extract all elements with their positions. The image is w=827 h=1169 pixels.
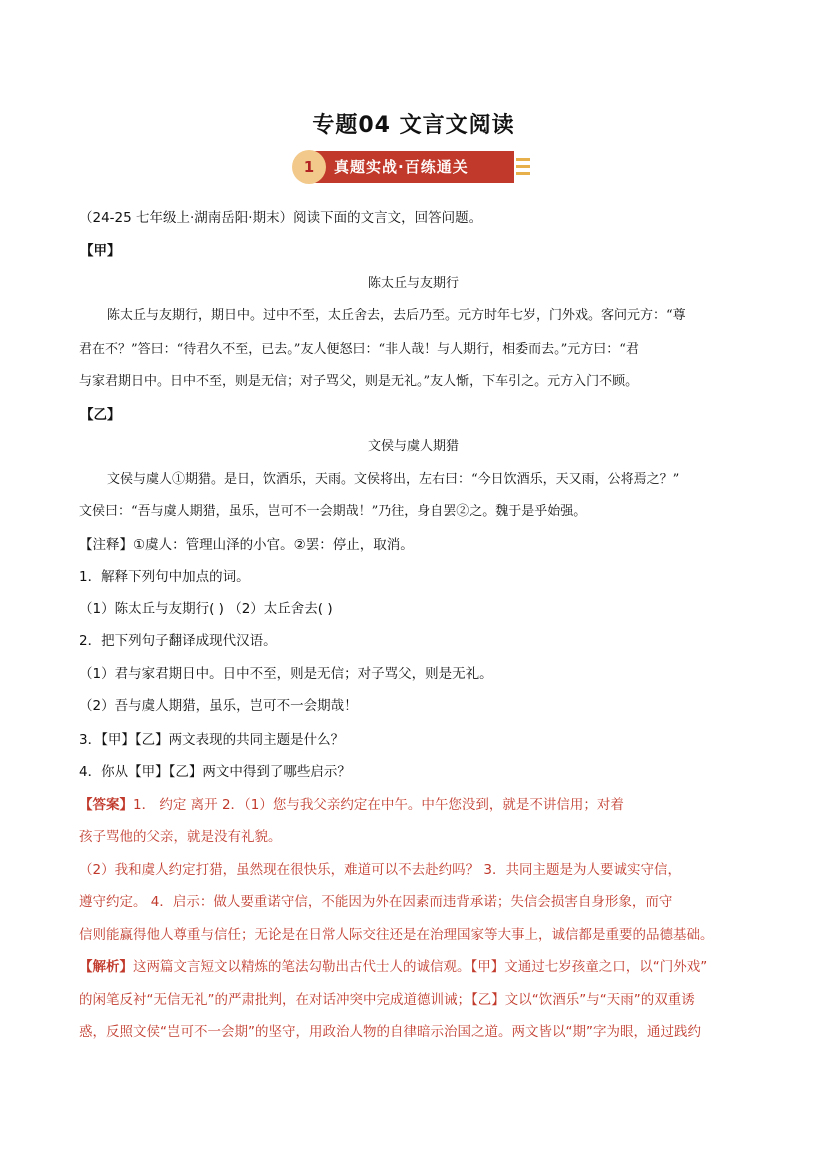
answer-line-first [79,795,624,815]
answer-line: 孩子骂他的父亲，就是没有礼貌。 [79,829,282,845]
ribbon-decoration-icon [516,158,530,179]
answer-line: 信则能赢得他人尊重与信任；无论是在日常人际交往还是在治理国家等大事上，诚信都是重要的品德基础。 [79,927,714,943]
analysis-line: 惑，反照文侯“岂可不一会期”的坚守，用政治人物的自律暗示治国之道。两文皆以“期”字为眼，通过践约 [79,1024,701,1040]
section-ribbon-label: 真题实战·百练通关 [314,151,514,183]
answer-line: 遵守约定。 4．启示：做人要重诺守信，不能因为外在因素而违背承诺；失信会损害自身形象，而守 [79,894,673,910]
analysis-line: 的闲笔反衬“无信无礼”的严肃批判，在对话冲突中完成道德训诫；【乙】文以“饮酒乐”与“天雨”的双重诱 [79,992,695,1008]
question-line: 2．把下列句子翻译成现代汉语。 [79,633,277,649]
question-line: （2）吾与虞人期猎，虽乐，岂可不一会期哉！ [79,698,358,714]
page-title: 专题04 文言文阅读 [312,113,515,138]
question-line: 1．解释下列句中加点的词。 [79,569,250,585]
answer-line: （2）我和虞人约定打猎，虽然现在很快乐，难道可以不去赴约吗？ 3．共同主题是为人要诚实守信， [79,862,681,878]
source-line: （24-25 七年级上·湖南岳阳·期末）阅读下面的文言文，回答问题。 [79,210,483,226]
section-banner [292,148,537,186]
answer-text: 1． 约定 离开 2．（1）您与我父亲约定在中午。中午您没到，就是不讲信用；对着 [133,797,624,813]
jia-text-line: 与家君期日中。日中不至，则是无信；对子骂父，则是无礼。”友人惭，下车引之。元方入门不顾。 [79,374,639,389]
section-number-badge: 1 [292,150,326,184]
jia-text-line: 君在不？”答曰：“待君久不至，已去。”友人便怒曰：“非人哉！与人期行，相委而去。”元方曰：“君 [79,342,639,357]
analysis-text: 这两篇文言短文以精炼的笔法勾勒出古代士人的诚信观。【甲】文通过七岁孩童之口，以“门外戏” [133,959,708,975]
jia-title: 陈太丘与友期行 [367,276,459,291]
jia-text-line: 陈太丘与友期行，期日中。过中不至，太丘舍去，去后乃至。元方时年七岁，门外戏。客问元方：“尊 [107,308,686,323]
analysis-line-first [79,957,707,977]
question-line: 4．你从【甲】【乙】两文中得到了哪些启示？ [79,764,351,780]
yi-title: 文侯与虞人期猎 [367,439,459,454]
yi-text-line: 文侯与虞人①期猎。是日，饮酒乐，天雨。文侯将出，左右曰：“今日饮酒乐，天又雨，公将焉之？” [107,472,680,487]
answer-label: 【答案】 [79,797,133,813]
question-line: 3．【甲】【乙】两文表现的共同主题是什么？ [79,732,345,748]
note-line: 【注释】①虞人：管理山泽的小官。②罢：停止，取消。 [79,537,414,553]
question-line: （1）君与家君期日中。日中不至，则是无信；对子骂父，则是无礼。 [79,666,493,682]
yi-text-line: 文侯曰：“吾与虞人期猎，虽乐，岂可不一会期哉！”乃往，身自罢②之。魏于是乎始强。 [79,504,587,519]
question-line: （1）陈太丘与友期行( ) （2）太丘舍去( ) [79,601,333,617]
yi-label: 【乙】 [80,407,121,423]
analysis-label: 【解析】 [79,959,133,975]
jia-label: 【甲】 [80,243,121,259]
